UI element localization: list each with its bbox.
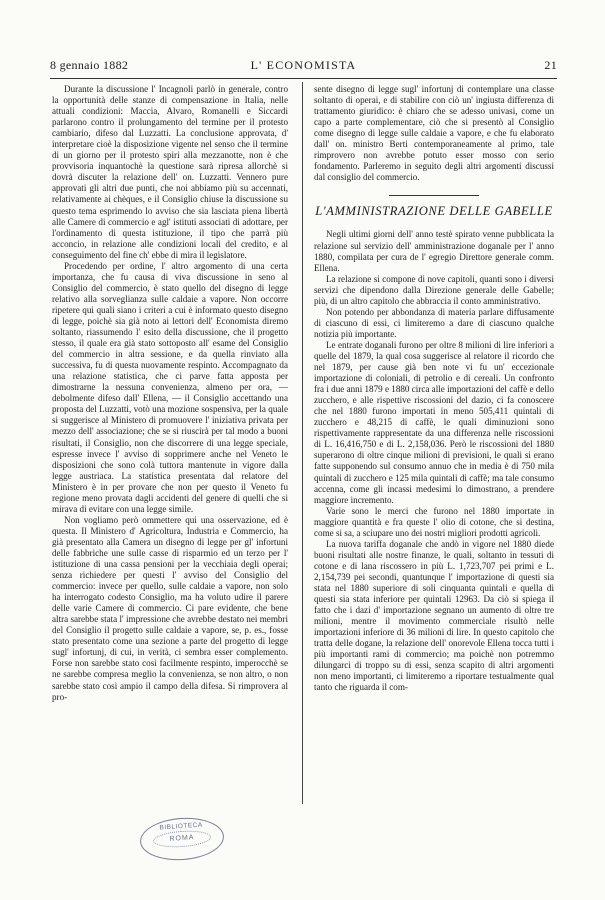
paragraph: Non vogliamo però ommettere qui una osservazione, ed è questa. Il Ministero d' Agricoltura, Industria e Commercio, ha già presentato alla Camera un disegno di legge per gl' infortuni delle fabbriche une sulle casse di risparmio ed un terzo per l' istituzione di una cassa pensioni per la vecchiaia degli operai; senza richiedere per questi l' avviso del Consiglio del commercio: invece per quello, sulle caldaie a vapore, non solo ha interrogato codesto Consiglio, ma ha voluto udire il parere delle varie Camere di commercio. Ci pare evidente, che bene altra sarebbe stata l' impressione che avrebbe destato nei membri del Consiglio il progetto sulle caldaie a vapore, se, p. es., fosse stato presentato come una sezione a parte del progetto di legge sugl' infortunj, di cui, in verità, ci sembra esser complemento. Forse non sarebbe stato così facilmente respinto, imperocchè se ne sarebbe compresa meglio la convenienza, se non altro, o non sarebbe stato così ampio il campo della difesa. Si rimprovera al pro- bbox=[52, 514, 288, 702]
paragraph: Non potendo per abbondanza di materia parlare diffusamente di ciascuno di essi, ci limiteremo a dare di ciascuno qualche notizia più importante. bbox=[314, 306, 554, 339]
page-header bbox=[50, 58, 557, 72]
left-column bbox=[52, 84, 288, 703]
header-rule bbox=[50, 78, 557, 79]
journal-title: L' ECONOMISTA bbox=[250, 58, 357, 72]
paragraph: sente disegno di legge sugl' infortunj di contemplare una classe soltanto di operai, e di stabilire con ciò un' ingiusta differenza di trattamento giuridico: è chiaro che se adesso univasi, come un capo a parte complementare, ciò che si presentò al Consiglio come disegno di legge sulle caldaie a vapore, e che fu elaborato dall' on. ministro Berti contemporaneamente al primo, tale rimprovero non avrebbe potuto esser mosso con serio fondamento. Parleremo in seguito degli altri argomenti discussi dal consiglio del commercio. bbox=[314, 84, 554, 183]
library-stamp bbox=[139, 815, 226, 863]
page-number: 21 bbox=[544, 58, 557, 72]
paragraph: La nuova tariffa doganale che andò in vigore nel 1880 diede buoni risultati alle nostre finanze, le quali, soltanto in tessuti di cotone e di lana riscossero in più L. 1,723,707 pei primi e L. 2,154,739 pei secondi, quantunque l' importazione di questi sia stata nel 1880 superiore di soli cinquanta quintali e quella di questi sia stata inferiore per quintali 12963. Da ciò si spiega il fatto che i dazi d' importazione segnano un aumento di oltre tre milioni, mentre il movimento commerciale risultò nelle importazioni inferiore di 36 milioni di lire. In questo capitolo che tratta delle dogane, la relazione dell' onorevole Ellena tocca tutti i più importanti rami di commercio; ma poichè non potremmo dilungarci di troppo su di essi, senza scapito di altri argomenti non meno importanti, ci limiteremo a riportare testualmente qual tanto che riguarda il com- bbox=[314, 538, 554, 693]
paragraph: Procedendo per ordine, l' altro argomento di una certa importanza, che fu causa di viva discussione in seno al Consiglio del commercio, è stato quello del disegno di legge relativo alla sorveglianza sulle caldaie a vapore. Non occorre ripetere qui quali siano i criteri a cui è informato questo disegno di legge, poichè sia già noto ai lettori dell' Economista diremo soltanto, riassumendo l' esito della discussione, che il progetto stesso, il quale era già stato sottoposto all' esame del Consiglio del commercio in altra sessione, e da quella rinviato alla successiva, fu di questa nuovamente respinto. Accompagnato da una relazione statistica, che ci parve fatta apposta per dimostrarne la nessuna convenienza, almeno per ora, — debolmente difeso dall' Ellena, — il Consiglio accettando una proposta del Luzzatti, votò una mozione sospensiva, per la quale si suggerisce al Ministero di promuovere l' iniziativa privata per mezzo dell' associazione; che se si riuscirà per tal modo a buoni risultati, il Consiglio, non che discorrere di una legge speciale, espresse invece l' avviso di sopprimere anche nel Veneto le disposizioni che sono colà tuttora mantenute in vigore dalla legge austriaca. La statistica presentata dal relatore del Ministero è in per provare che non per questo il Veneto fu regione meno provata dagli accidenti del genere di quelli che si mirava di evitare con una legge simile. bbox=[52, 260, 288, 514]
column-divider bbox=[302, 82, 303, 804]
paragraph: La relazione si compone di nove capitoli, quanti sono i diversi servizi che dipendono dalla Direzione generale delle Gabelle; più, di un altro capitolo che abbraccia il conto amministrativo. bbox=[314, 273, 554, 306]
issue-date: 8 gennaio 1882 bbox=[50, 58, 129, 72]
section-heading: L'AMMINISTRAZIONE DELLE GABELLE bbox=[315, 204, 553, 219]
paragraph: Le entrate doganali furono per oltre 8 milioni di lire inferiori a quelle del 1879, la qual cosa suggerisce al relatore il ricordo che nel 1879, per cause già ben note vi fu un' eccezionale importazione di coloniali, di petrolio e di cereali. Un confronto fra i due anni 1879 e 1880 circa alle importazioni del caffè e dello zucchero, e alle rispettive riscossioni del dazio, ci fa conoscere che nel 1880 furono importati in meno 505,411 quintali di zucchero e 48,215 di caffè, le quali diminuzioni sono rispettivamente rappresentate da una differenza nelle riscossioni di L. 16,416,750 e di L. 2,158,036. Però le riscossioni del 1880 superarono di oltre cinque milioni di previsioni, le quali si erano fatte supponendo sul consumo annuo che in media è di 750 mila quintali di zucchero e 125 mila quintali di caffè; ma tale consumo accenna, come gli incassi medesimi lo dimostrano, a prendere maggiore incremento. bbox=[314, 339, 554, 505]
paragraph: Negli ultimi giorni dell' anno testè spirato venne pubblicata la relazione sul servizio dell' amministrazione doganale per l' anno 1880, compilata per cura de l' egregio Direttore generale comm. Ellena. bbox=[314, 229, 554, 273]
section-rule bbox=[389, 195, 479, 196]
stamp-text-bottom: ROMA bbox=[169, 834, 195, 843]
stamp-text-top: BIBLIOTECA bbox=[159, 821, 203, 832]
paragraph: Durante la discussione l' Incagnoli parlò in generale, contro la opportunità delle stanze di compensazione in Italia, nelle attuali condizioni: Maccia, Alvaro, Romanelli e Siccardi parlarono contro il prolungamento del termine per il protesto cambiario, difeso dal Luzzatti. La conclusione approvata, d' interpretare cioè la disposizione vigente nel senso che il termine di un giorno per il protesto spiri alla mezzanotte, non è che provvisoria inquantochè la questione sarà ripresa allorchè si dovrà discuter la relazione dell' on. Luzzatti. Vennero pure approvati gli altri due punti, che noi abbiamo più su accennati, relativamente ai chèques, e il Consiglio chiuse la discussione su questo tema esprimendo lo avviso che sia lasciata piena libertà alle Camere di commercio e agl' istituti associati di adottare, per l'ordinamento di questa istituzione, il tipo che parrà più acconcio, in relazione alle condizioni locali del credito, e al conseguimento del fine ch' ebbe di mira il legislatore. bbox=[52, 84, 288, 260]
paragraph: Varie sono le merci che furono nel 1880 importate in maggiore quantità e fra queste l' olio di cotone, che si destina, come si sa, a sciupare uno dei nostri migliori prodotti agricoli. bbox=[314, 505, 554, 538]
right-column bbox=[314, 84, 554, 693]
